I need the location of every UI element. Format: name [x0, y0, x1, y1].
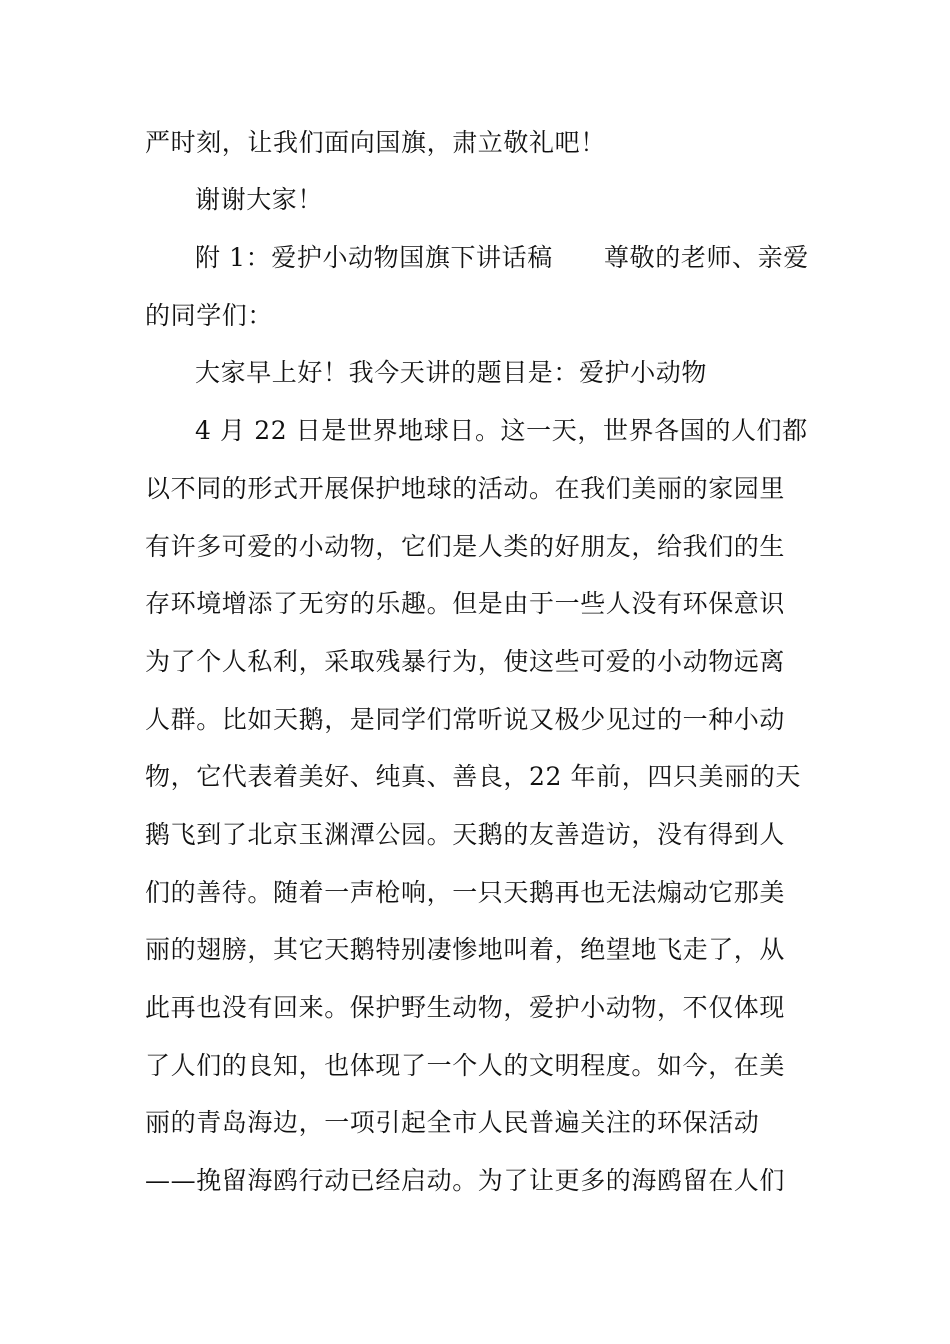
text-line: 谢谢大家！ [195, 185, 324, 214]
text-line: 大家早上好！我今天讲的题目是：爱护小动物 [195, 358, 708, 387]
text-line: 丽的翅膀，其它天鹅特别凄惨地叫着，绝望地飞走了，从 [145, 935, 786, 964]
text-line: 物，它代表着美好、纯真、善良，22 年前，四只美丽的天 [145, 762, 801, 791]
text-line: 存环境增添了无穷的乐趣。但是由于一些人没有环保意识 [145, 589, 786, 618]
text-line: 的同学们： [145, 301, 274, 330]
text-line: 了人们的良知，也体现了一个人的文明程度。如今，在美 [145, 1051, 786, 1080]
text-line: 有许多可爱的小动物，它们是人类的好朋友，给我们的生 [145, 532, 786, 561]
text-line: 严时刻，让我们面向国旗，肃立敬礼吧！ [145, 128, 606, 157]
text-line: 丽的青岛海边，一项引起全市人民普遍关注的环保活动 [145, 1108, 760, 1137]
text-line: ——挽留海鸥行动已经启动。为了让更多的海鸥留在人们 [145, 1166, 786, 1195]
text-line: 人群。比如天鹅，是同学们常听说又极少见过的一种小动 [145, 705, 786, 734]
text-line: 此再也没有回来。保护野生动物，爱护小动物，不仅体现 [145, 993, 786, 1022]
text-line: 们的善待。随着一声枪响，一只天鹅再也无法煽动它那美 [145, 878, 786, 907]
text-line: 为了个人私利，采取残暴行为，使这些可爱的小动物远离 [145, 647, 786, 676]
text-line: 4 月 22 日是世界地球日。这一天，世界各国的人们都 [195, 416, 808, 445]
text-line: 附 1：爱护小动物国旗下讲话稿 尊敬的老师、亲爱 [195, 243, 809, 272]
text-line: 鹅飞到了北京玉渊潭公园。天鹅的友善造访，没有得到人 [145, 820, 786, 849]
text-line: 以不同的形式开展保护地球的活动。在我们美丽的家园里 [145, 474, 786, 503]
